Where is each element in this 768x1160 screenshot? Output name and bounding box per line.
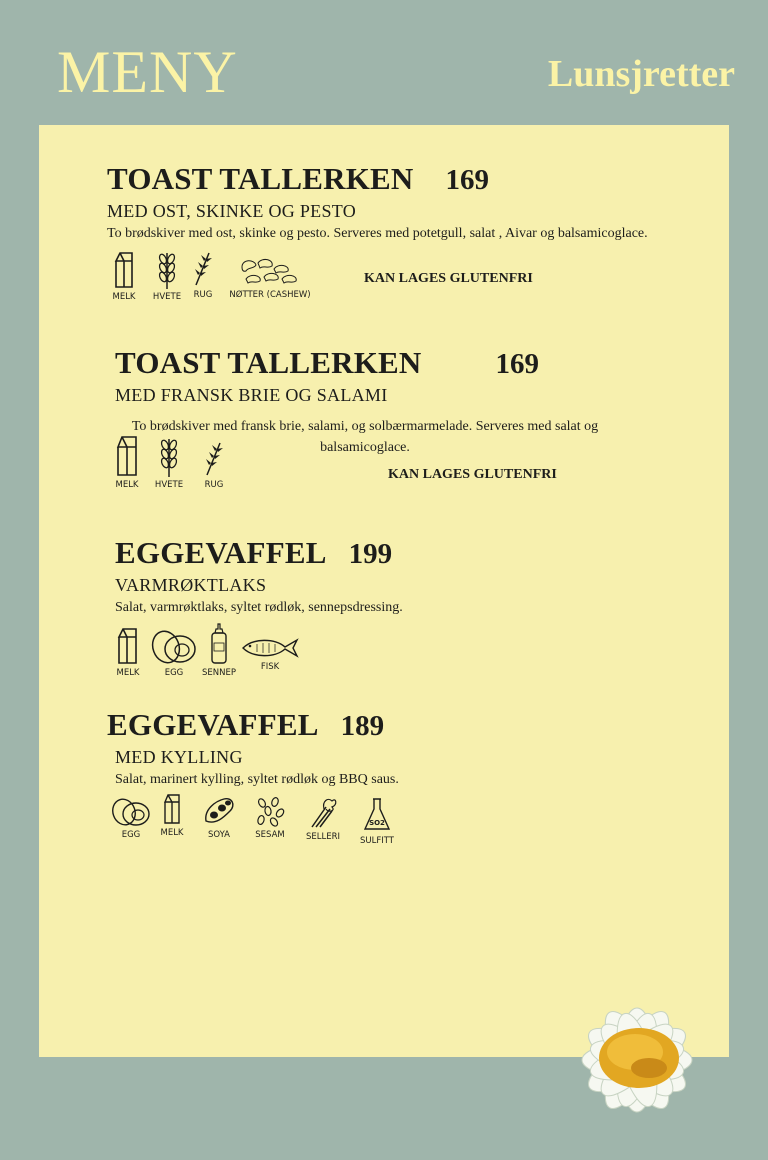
menu-item-toast-brie — [115, 345, 539, 406]
milk-carton-icon — [114, 435, 140, 477]
allergen-egg: EGG — [151, 629, 197, 678]
daisy-flower-illustration — [519, 960, 749, 1160]
dish-name: EGGEVAFFEL — [115, 535, 327, 570]
allergen-milk: MELK — [114, 627, 142, 678]
dish-name: TOAST TALLERKEN — [107, 161, 414, 196]
dish-subtitle: VARMRØKTLAKS — [115, 575, 267, 595]
dish-price: 169 — [495, 348, 540, 380]
dish-description: Salat, varmrøktlaks, syltet rødløk, sennepsdressing. — [115, 600, 403, 615]
dish-subtitle: MED OST, SKINKE OG PESTO — [107, 201, 357, 221]
allergen-rye: RUG — [189, 249, 217, 300]
allergen-milk: MELK — [107, 251, 141, 302]
rye-icon — [192, 249, 214, 287]
sesame-seeds-icon — [255, 797, 285, 827]
egg-icon — [111, 797, 151, 827]
menu-item-eggevaffel-laks — [115, 535, 403, 616]
allergen-rye: RUG — [199, 439, 229, 490]
rye-icon — [203, 439, 225, 477]
gluten-free-note: KAN LAGES GLUTENFRI — [364, 271, 533, 286]
allergen-fish: FISK — [241, 637, 299, 672]
mustard-bottle-icon — [209, 623, 229, 665]
dish-subtitle: MED FRANSK BRIE OG SALAMI — [115, 385, 388, 405]
egg-icon — [151, 629, 197, 665]
dish-description: Salat, marinert kylling, syltet rødløk og BBQ saus. — [115, 772, 399, 787]
allergen-milk: MELK — [109, 435, 145, 490]
dish-price: 199 — [348, 538, 393, 570]
menu-item-eggevaffel-kylling — [107, 707, 399, 788]
dish-price: 189 — [340, 710, 385, 742]
dish-price: 169 — [445, 164, 490, 196]
section-title: Lunsjretter — [547, 53, 735, 95]
menu-item-toast-ost — [107, 161, 648, 242]
allergen-sesame: SESAM — [251, 797, 289, 840]
dish-description: To brødskiver med fransk brie, salami, og solbærmarmelade. Serveres med salat og balsamicoglace. — [131, 419, 599, 455]
wheat-icon — [157, 249, 177, 289]
milk-carton-icon — [162, 793, 182, 825]
fish-icon — [241, 637, 299, 659]
allergen-nuts: NØTTER (CASHEW) — [223, 257, 317, 300]
allergen-celery: SELLERI — [303, 795, 343, 842]
gluten-free-note: KAN LAGES GLUTENFRI — [388, 467, 557, 482]
cashew-nuts-icon — [238, 257, 302, 287]
allergen-mustard: SENNEP — [199, 623, 239, 678]
dish-description: To brødskiver med ost, skinke og pesto. Serveres med potetgull, salat , Aivar og balsamicoglace. — [107, 226, 648, 241]
dish-name: EGGEVAFFEL — [107, 707, 319, 742]
soybean-icon — [202, 795, 236, 827]
allergen-sulfite: SO2 SULFITT — [355, 797, 399, 846]
allergen-wheat: HVETE — [147, 249, 187, 302]
milk-carton-icon — [111, 251, 137, 289]
allergen-wheat: HVETE — [151, 435, 187, 490]
dish-subtitle: MED KYLLING — [115, 747, 243, 767]
allergen-egg: EGG — [111, 797, 151, 840]
dish-name: TOAST TALLERKEN — [115, 345, 422, 380]
milk-carton-icon — [116, 627, 140, 665]
svg-text:SO2: SO2 — [369, 819, 385, 827]
menu-title: MENY — [57, 39, 238, 105]
allergen-milk: MELK — [157, 793, 187, 838]
allergen-soy: SOYA — [201, 795, 237, 840]
menu-panel — [39, 125, 729, 1057]
celery-icon — [308, 795, 338, 829]
wheat-icon — [159, 435, 179, 477]
sulfite-flask-icon — [363, 797, 391, 833]
